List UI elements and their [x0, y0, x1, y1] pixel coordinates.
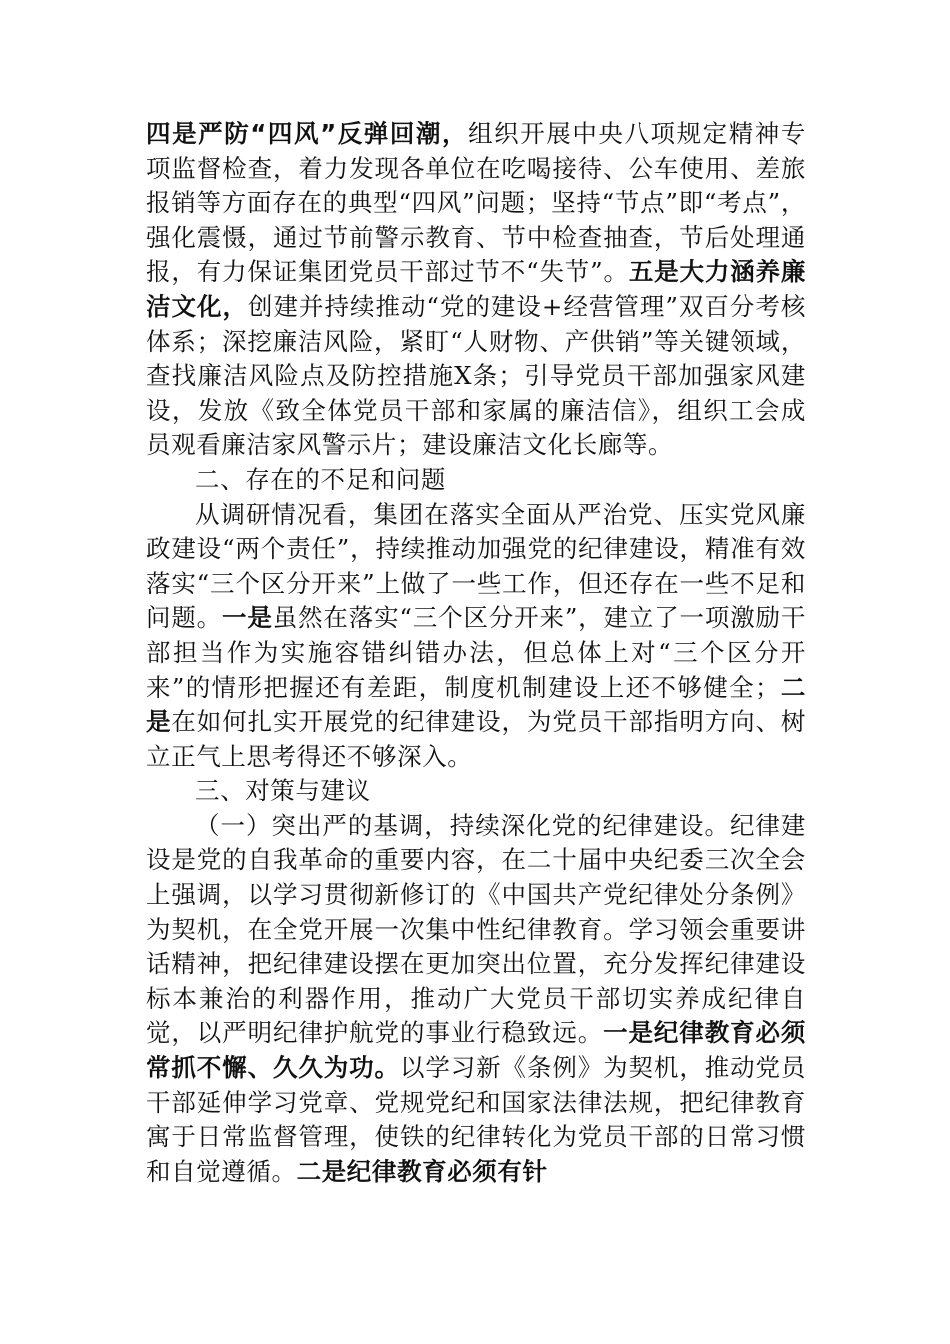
paragraph-text: 创建并持续推动“党的建设+经营管理”双百分考核体系；深挖廉洁风险，紧盯“人财物、产供销”等关键领域，查找廉洁风险点及防控措施X条；引导党员干部加强家风建设，发放《致全体党员干部和家属的廉洁信》，组织工会成员观看廉洁家风警示片；建设廉洁文化长廊等。	[146, 291, 806, 460]
paragraph-text: 组织开展中央八项规定精神专项监督检查，着力发现各单位在吃喝接待、公车使用、差旅报销等方面存在的典型“四风”问题；坚持“节点”即“考点”，强化震慑，通过节前警示教育、节中检查抽查，节后处理通报，有力保证集团党员干部过节不“失节”。	[146, 119, 806, 287]
bold-lead-one: 一是纪律教育必须常抓不懈、久久为功。	[146, 1018, 806, 1083]
bold-lead-four: 四是严防“四风”反弹回潮，	[146, 119, 469, 148]
bold-lead-two: 二是	[146, 672, 806, 737]
paragraph-text: 虽然在落实“三个区分开来”，建立了一项激励干部担当作为实施容错纠错办法，但总体上对“三个区分开来”的情形把握还有差距，制度机制建设上还不够健全；	[146, 603, 807, 702]
section-heading-suggestions: 三、对策与建议	[195, 776, 371, 806]
bold-lead-two: 二是纪律教育必须有针	[296, 1156, 548, 1186]
paragraph-suggestions	[146, 809, 806, 1190]
paragraph-text: 以学习新《条例》为契机，推动党员干部延伸学习党章、党规党纪和国家法律法规，把纪律教育寓于日常监督管理，使铁的纪律转化为党员干部的日常习惯和自觉遵循。	[146, 1053, 807, 1186]
bold-lead-one: 一是	[222, 603, 273, 633]
paragraph-problems	[146, 498, 806, 775]
document-page	[146, 117, 806, 1189]
section-heading-problems: 二、存在的不足和问题	[195, 464, 446, 494]
paragraph-text: （一）突出严的基调，持续深化党的纪律建设。纪律建设是党的自我革命的重要内容，在二十届中央纪委三次全会上强调，以学习贯彻新修订的《中国共产党纪律处分条例》为契机，在全党开展一次集中性纪律教育。学习领会重要讲话精神，把纪律建设摆在更加突出位置，充分发挥纪律建设标本兼治的利器作用，推动广大党员干部切实养成纪律自觉，以严明纪律护航党的事业行稳致远。	[146, 810, 806, 1048]
paragraph-text: 从调研情况看，集团在落实全面从严治党、压实党风廉政建设“两个责任”，持续推动加强党的纪律建设，精准有效落实“三个区分开来”上做了一些工作，但还存在一些不足和问题。	[146, 499, 806, 633]
paragraph-text: 在如何扎实开展党的纪律建设，为党员干部指明方向、树立正气上思考得还不够深入。	[146, 707, 806, 771]
bold-lead-five: 五是大力涵养廉洁文化，	[146, 257, 806, 321]
paragraph-four-winds	[146, 117, 806, 463]
